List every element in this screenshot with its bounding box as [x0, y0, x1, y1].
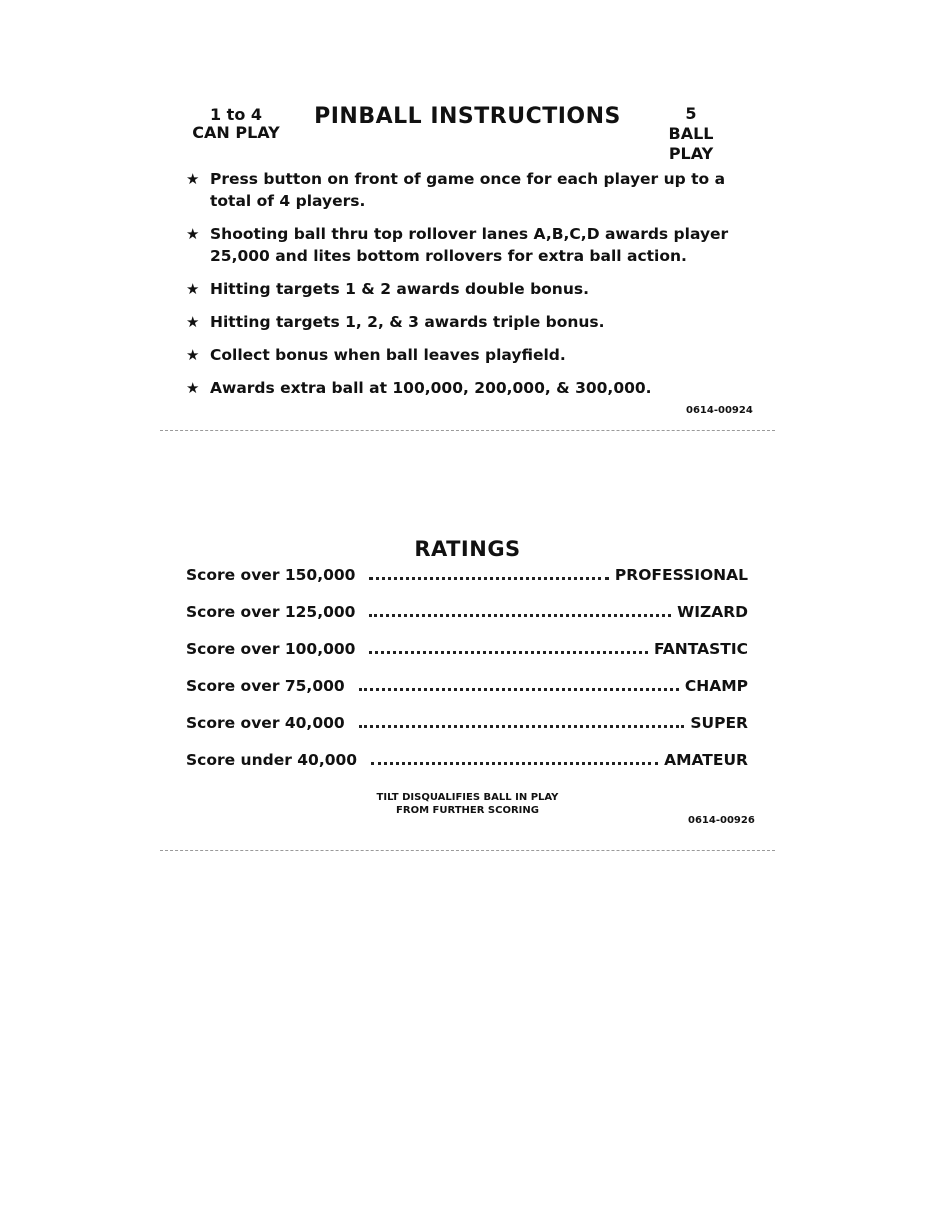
rating-row [186, 677, 748, 714]
tilt-notice-line2: FROM FURTHER SCORING [396, 805, 539, 816]
rating-score: Score over 75,000 [186, 677, 345, 695]
rating-name: FANTASTIC [653, 640, 748, 658]
instruction-item [186, 311, 751, 333]
rating-name: CHAMP [684, 677, 748, 695]
rating-row [186, 714, 748, 751]
rating-row [186, 566, 748, 603]
rating-name: SUPER [690, 714, 748, 732]
ratings-part-number: 0614-00926 [688, 815, 755, 826]
rating-row [186, 751, 748, 788]
dot-leader [369, 614, 671, 617]
instruction-item [186, 344, 751, 366]
instruction-item [186, 223, 751, 267]
dot-leader [359, 688, 679, 691]
instructions-title: PINBALL INSTRUCTIONS [314, 104, 621, 129]
rating-score: Score over 125,000 [186, 603, 356, 621]
cut-line-divider [160, 850, 775, 851]
star-icon: ★ [186, 170, 200, 188]
instruction-text: Hitting targets 1, 2, & 3 awards triple bonus. [210, 313, 605, 331]
instructions-part-number: 0614-00924 [686, 405, 753, 416]
balls-label-play: PLAY [668, 144, 714, 163]
ratings-table [186, 566, 748, 788]
dot-leader [369, 651, 648, 654]
instruction-text: Collect bonus when ball leaves playfield. [210, 346, 566, 364]
star-icon: ★ [186, 313, 200, 331]
dot-leader [371, 762, 658, 765]
rating-name: PROFESSIONAL [614, 566, 748, 584]
star-icon: ★ [186, 379, 200, 397]
ratings-title: RATINGS [414, 537, 521, 561]
rating-score: Score over 40,000 [186, 714, 345, 732]
players-count: 1 to 4 [209, 105, 263, 124]
tilt-notice-line1: TILT DISQUALIFIES BALL IN PLAY [376, 792, 559, 803]
rating-row [186, 603, 748, 640]
instruction-text: Awards extra ball at 100,000, 200,000, & 300,000. [210, 379, 652, 397]
instruction-text: Shooting ball thru top rollover lanes A,B,C,D awards player 25,000 and lites bottom rollovers for extra ball action. [210, 225, 729, 265]
dot-leader [359, 725, 685, 728]
cut-line-divider [160, 430, 775, 431]
rating-name: WIZARD [677, 603, 748, 621]
players-label: CAN PLAY [192, 123, 280, 142]
tilt-notice [320, 791, 615, 817]
balls-count: 5 [685, 104, 697, 123]
instruction-text: Hitting targets 1 & 2 awards double bonus. [210, 280, 589, 298]
instructions-list [186, 168, 751, 410]
balls-label-ball: BALL [668, 124, 714, 143]
rating-score: Score over 100,000 [186, 640, 356, 658]
star-icon: ★ [186, 280, 200, 298]
rating-score: Score over 150,000 [186, 566, 356, 584]
balls-info [660, 104, 722, 164]
dot-leader [369, 577, 608, 580]
instruction-item [186, 168, 751, 212]
instruction-item [186, 278, 751, 300]
rating-score: Score under 40,000 [186, 751, 358, 769]
star-icon: ★ [186, 225, 200, 243]
players-info [186, 106, 286, 142]
rating-row [186, 640, 748, 677]
instruction-text: Press button on front of game once for each player up to a total of 4 players. [210, 170, 726, 210]
star-icon: ★ [186, 346, 200, 364]
instruction-item [186, 377, 751, 399]
rating-name: AMATEUR [664, 751, 748, 769]
